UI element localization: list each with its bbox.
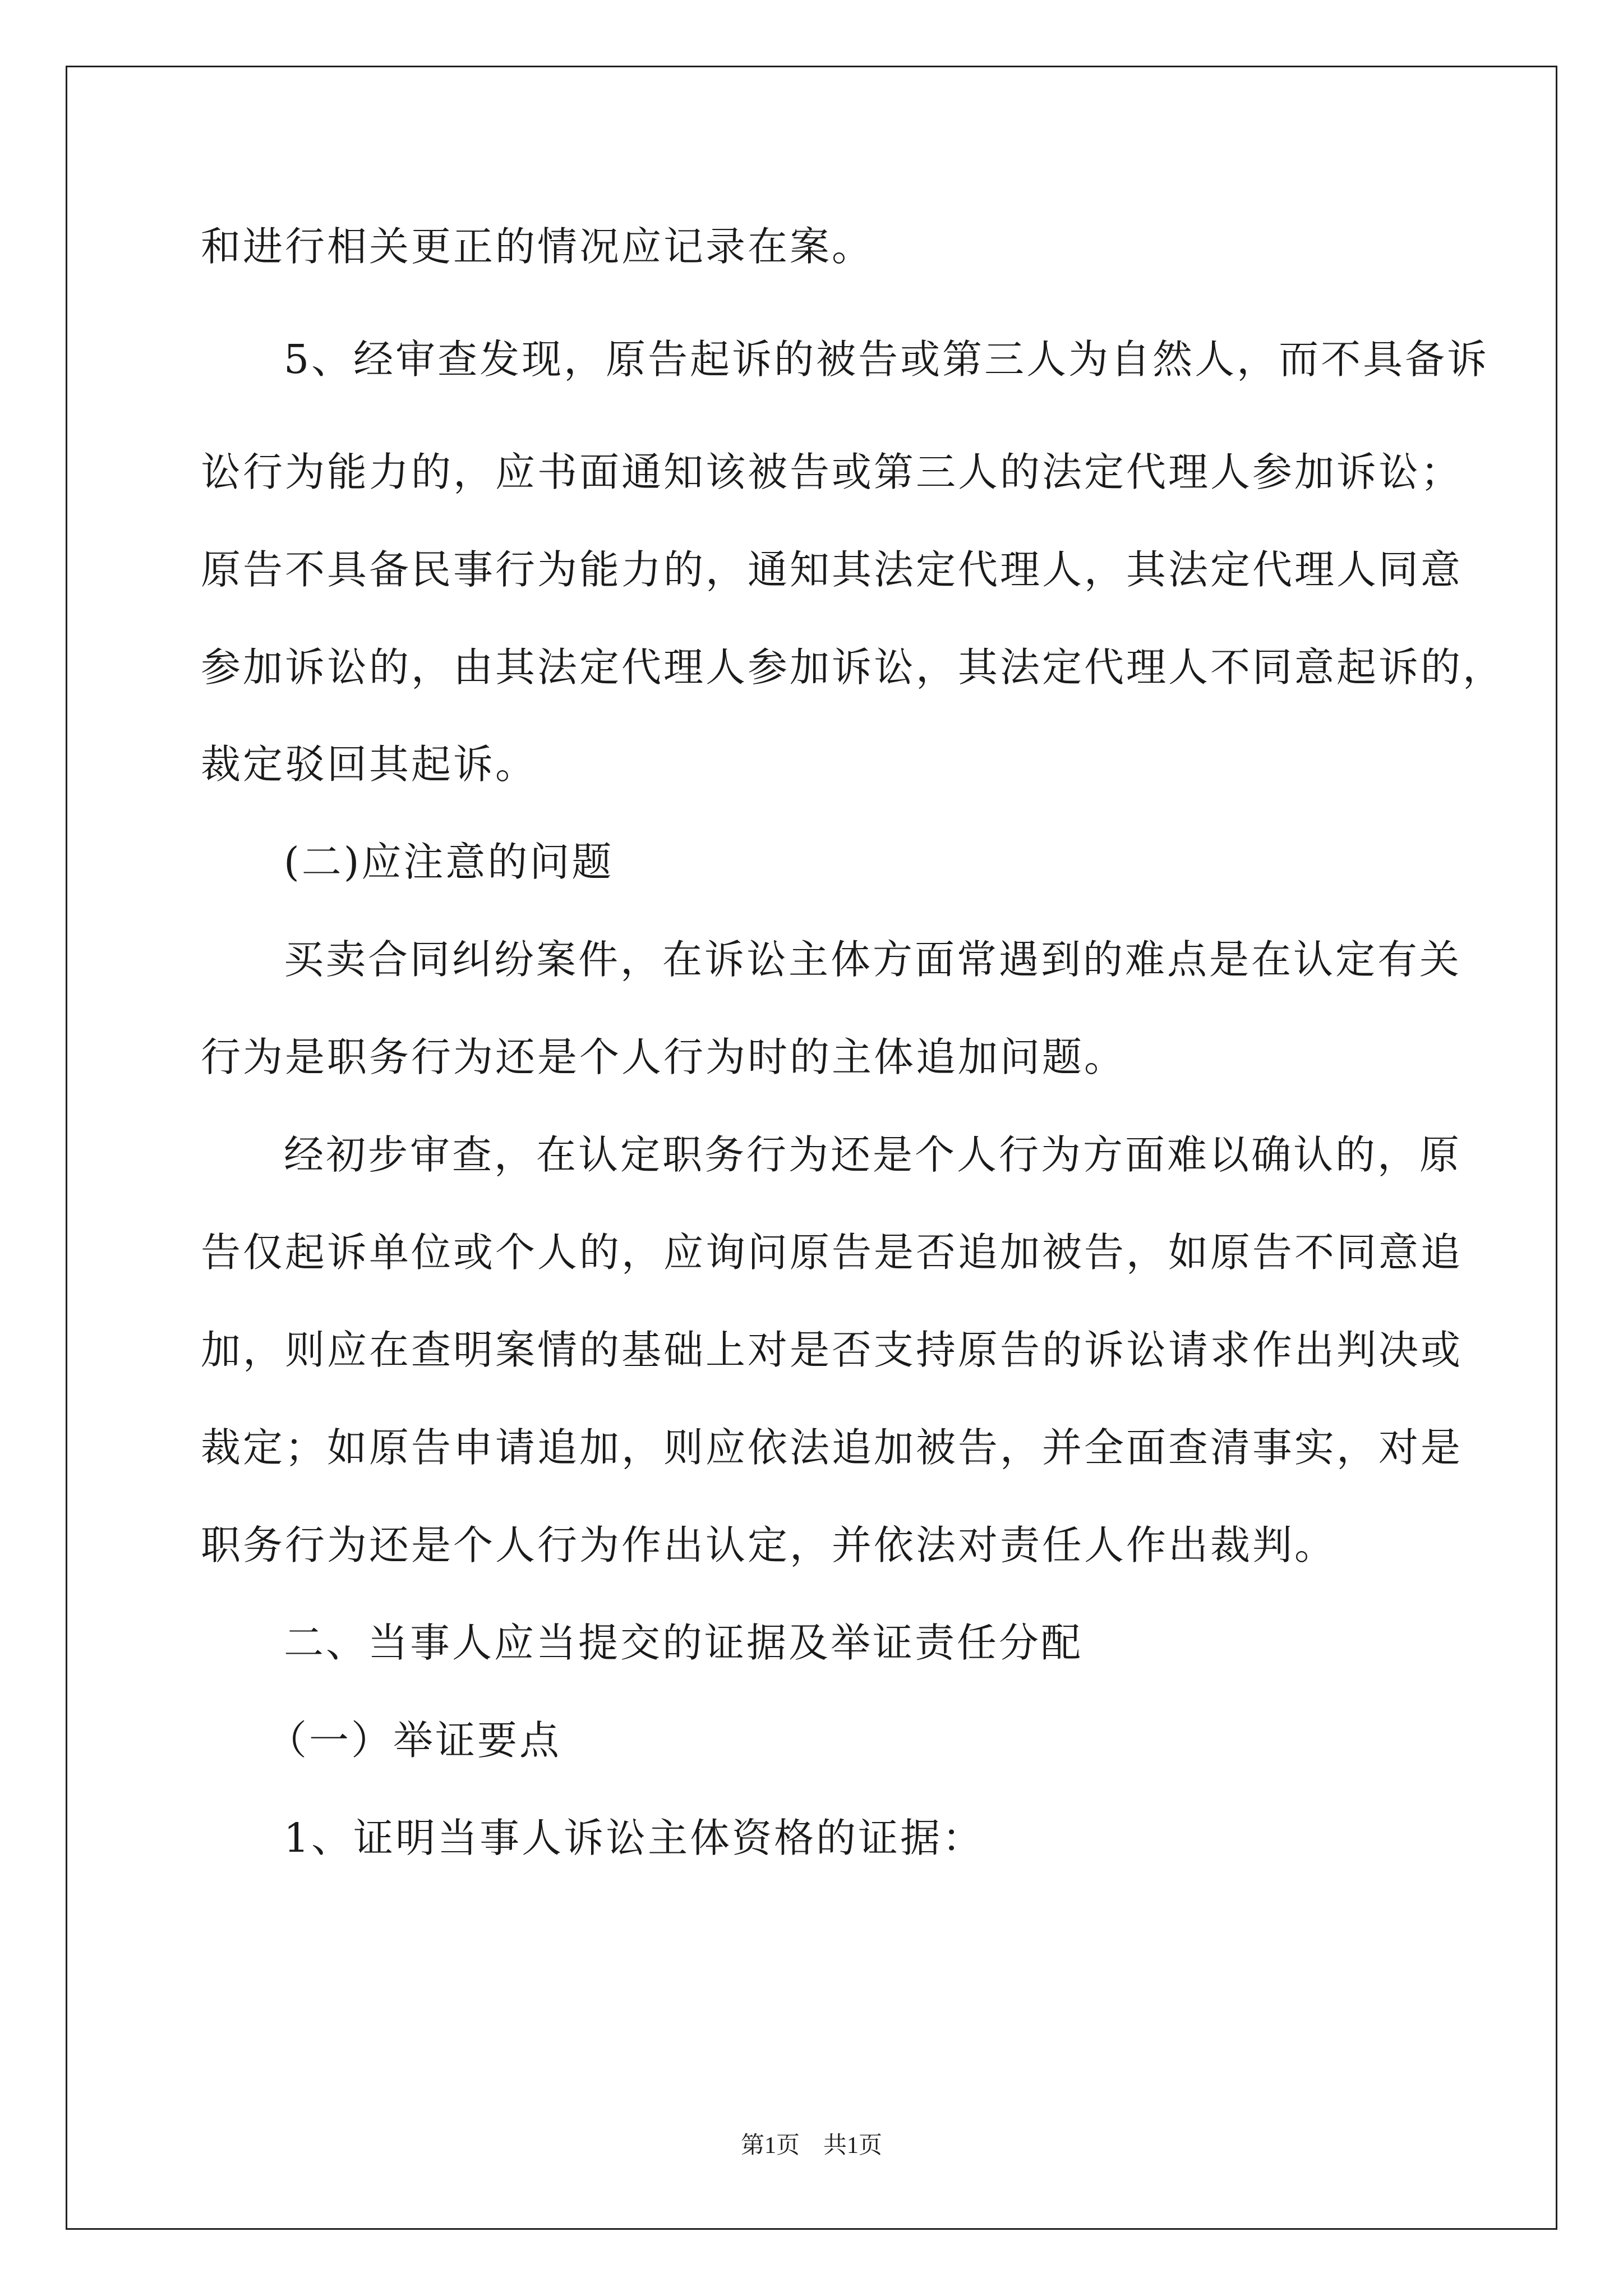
text-line: 1、证明当事人诉讼主体资格的证据： [284, 1815, 985, 1861]
text-line: 讼行为能力的，应书面通知该被告或第三人的法定代理人参加诉讼； [201, 449, 1463, 495]
text-line: 经初步审查，在认定职务行为还是个人行为方面难以确认的，原 [284, 1131, 1462, 1178]
text-line: 裁定驳回其起诉。 [201, 741, 538, 788]
text-line: 和进行相关更正的情况应记录在案。 [201, 223, 874, 270]
text-line: 加，则应在查明案情的基础上对是否支持原告的诉讼请求作出判决或 [201, 1327, 1463, 1373]
text-line: 5、经审查发现，原告起诉的被告或第三人为自然人，而不具备诉 [284, 336, 1490, 383]
text-line: 行为是职务行为还是个人行为时的主体追加问题。 [201, 1034, 1127, 1080]
section-heading: (二)应注意的问题 [284, 839, 614, 885]
text-line: 参加诉讼的，由其法定代理人参加诉讼，其法定代理人不同意起诉的， [201, 644, 1505, 691]
text-line: 买卖合同纠纷案件，在诉讼主体方面常遇到的难点是在认定有关 [284, 936, 1462, 983]
text-line: 告仅起诉单位或个人的，应询问原告是否追加被告，如原告不同意追 [201, 1229, 1463, 1276]
subsection-heading: （一）举证要点 [267, 1717, 562, 1764]
text-line: 裁定；如原告申请追加，则应依法追加被告，并全面查清事实，对是 [201, 1424, 1463, 1471]
section-heading: 二、当事人应当提交的证据及举证责任分配 [284, 1619, 1083, 1666]
text-line: 职务行为还是个人行为作出认定，并依法对责任人作出裁判。 [201, 1522, 1337, 1568]
text-line: 原告不具备民事行为能力的，通知其法定代理人，其法定代理人同意 [201, 546, 1463, 593]
page-number-footer: 第1页 共1页 [740, 2133, 882, 2159]
